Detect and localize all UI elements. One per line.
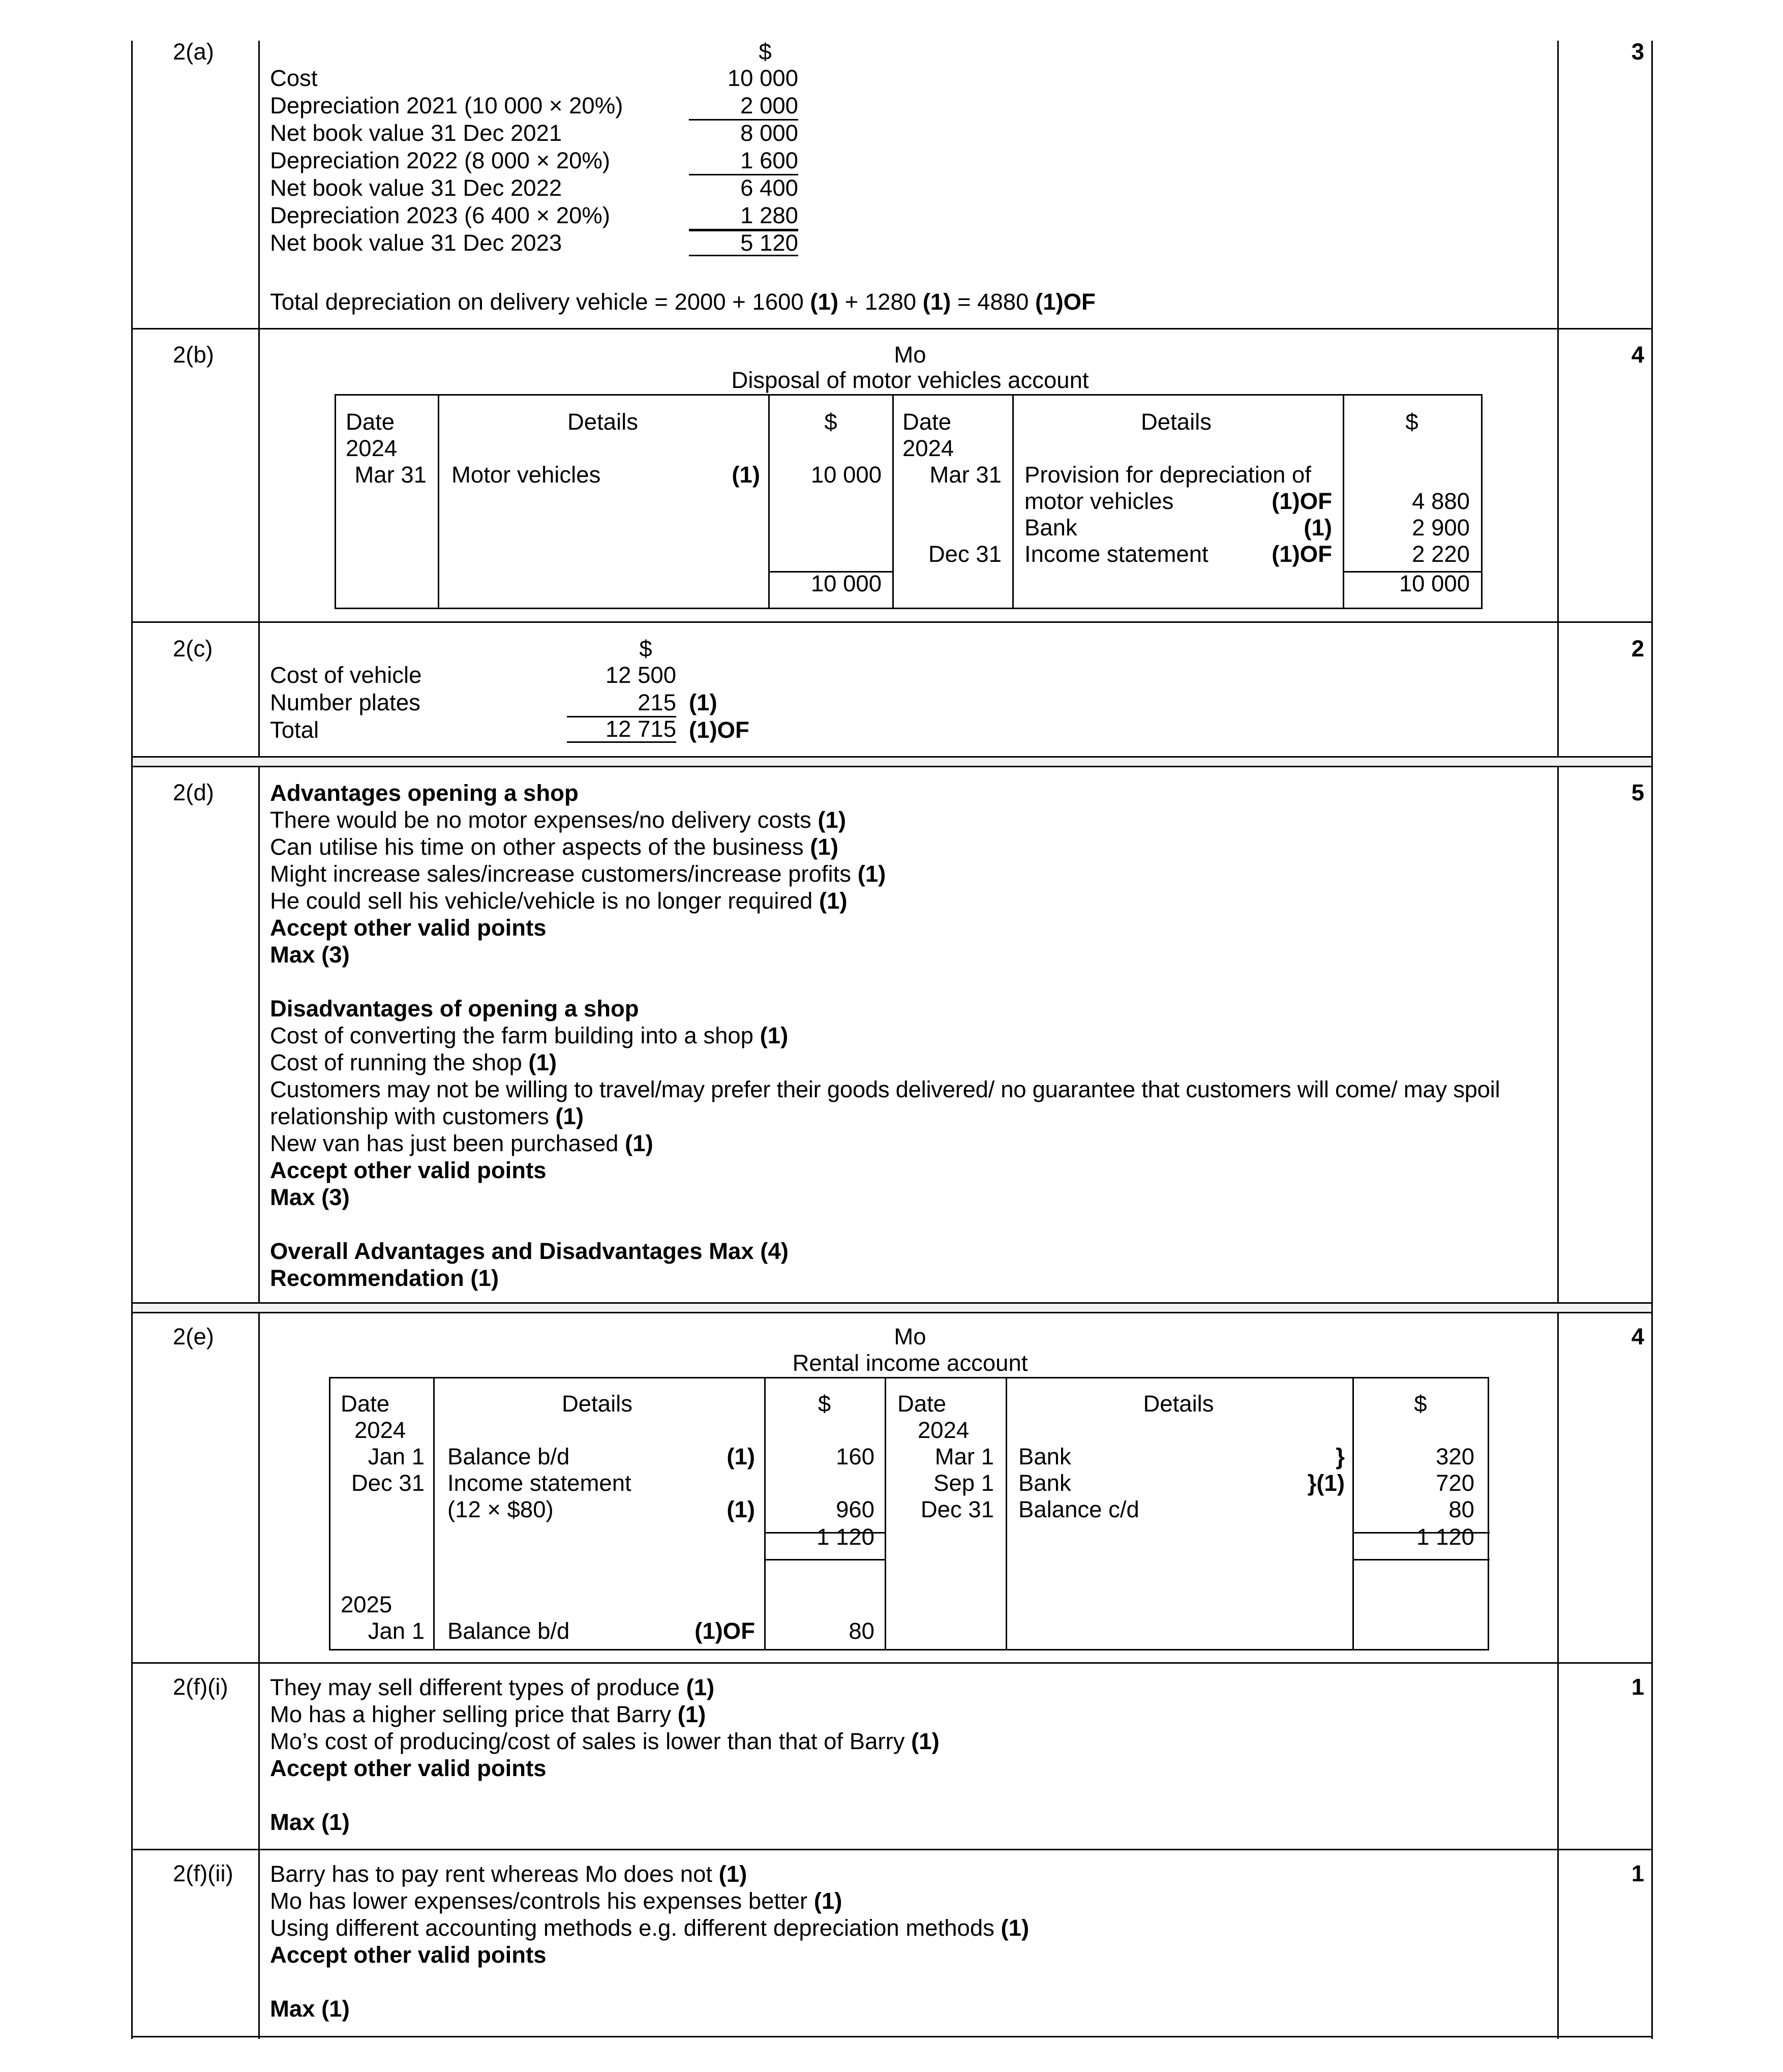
question-number: 2(e) xyxy=(173,1324,214,1349)
entry-mark: (1)OF xyxy=(1272,541,1332,567)
col-divider-left xyxy=(258,41,260,2039)
entry-amount: 720 xyxy=(1436,1470,1474,1496)
entry-date: Jan 1 xyxy=(368,1618,425,1644)
answer-point: New van has just been purchased (1) xyxy=(270,1130,653,1156)
question-number: 2(f)(ii) xyxy=(173,1860,233,1886)
row-label: Depreciation 2021 (10 000 × 20%) xyxy=(270,93,623,118)
entry-amount: 80 xyxy=(849,1618,874,1644)
row-divider xyxy=(131,756,1653,758)
advantages-heading: Advantages opening a shop xyxy=(270,780,579,806)
entry-details: Income statement xyxy=(1024,541,1208,567)
row-label: Total xyxy=(270,717,319,743)
account-title: Disposal of motor vehicles account xyxy=(731,367,1089,393)
header-date: Date xyxy=(902,409,952,435)
entry-amount: 2 900 xyxy=(1412,515,1470,540)
answer-point: Barry has to pay rent whereas Mo does not (1) xyxy=(270,1861,747,1887)
max-note: Max (1) xyxy=(270,1809,350,1835)
question-number: 2(f)(i) xyxy=(173,1674,228,1700)
entry-details: Balance b/d xyxy=(447,1444,570,1469)
entry-date: Sep 1 xyxy=(933,1470,994,1496)
row-divider xyxy=(131,1302,1653,1304)
row-label: Net book value 31 Dec 2021 xyxy=(270,120,562,146)
question-number: 2(b) xyxy=(173,342,214,368)
answer-point: Customers may not be willing to travel/may prefer their goods delivered/ no guarantee that customers will come/ may spoil xyxy=(270,1076,1500,1102)
question-number: 2(d) xyxy=(173,779,214,805)
accept-note: Accept other valid points xyxy=(270,1942,547,1968)
entry-mark: (1) xyxy=(727,1444,755,1469)
row-label: Net book value 31 Dec 2022 xyxy=(270,175,562,201)
entry-details: Bank xyxy=(1018,1444,1071,1469)
header-details: Details xyxy=(1143,1391,1214,1417)
header-date: Date xyxy=(346,409,395,435)
bottom-border xyxy=(131,2036,1653,2037)
question-number: 2(a) xyxy=(173,39,214,65)
entry-date: Dec 31 xyxy=(928,541,1002,567)
header-amount: $ xyxy=(1414,1391,1427,1417)
max-note: Max (1) xyxy=(270,1996,350,2022)
entry-mark: (1)OF xyxy=(1272,488,1332,514)
header-year: 2024 xyxy=(346,435,398,461)
marks-total: 4 xyxy=(1631,1324,1644,1349)
row-divider xyxy=(131,766,1653,767)
entry-mark: } xyxy=(1336,1444,1345,1469)
entry-date: Dec 31 xyxy=(920,1496,994,1522)
answer-point: There would be no motor expenses/no delivery costs (1) xyxy=(270,807,847,833)
marks-total: 2 xyxy=(1631,636,1644,662)
row-value: 12 500 xyxy=(605,662,676,688)
entry-date: Jan 1 xyxy=(368,1444,425,1469)
marks-total: 1 xyxy=(1631,1674,1644,1700)
row-value: 2 000 xyxy=(689,93,798,121)
row-value: 8 000 xyxy=(740,120,798,146)
credit-total: 10 000 xyxy=(1399,570,1470,596)
entry-amount: 10 000 xyxy=(810,462,882,488)
entry-details: motor vehicles xyxy=(1024,488,1174,514)
marks-total: 1 xyxy=(1631,1860,1644,1886)
debit-total: 10 000 xyxy=(810,570,882,596)
answer-point: They may sell different types of produce (1) xyxy=(270,1674,715,1700)
row-label: Net book value 31 Dec 2023 xyxy=(270,230,562,256)
entry-mark: (1)OF xyxy=(694,1618,755,1644)
row-value: 10 000 xyxy=(727,65,798,91)
entry-amount: 2 220 xyxy=(1412,541,1470,567)
answer-point: Can utilise his time on other aspects of the business (1) xyxy=(270,834,838,860)
header-details: Details xyxy=(567,409,639,435)
answer-point: Using different accounting methods e.g. different depreciation methods (1) xyxy=(270,1915,1030,1941)
debit-total: 1 120 xyxy=(817,1524,874,1550)
row-divider xyxy=(131,328,1653,329)
row-label: Cost xyxy=(270,65,318,91)
row-divider xyxy=(131,1849,1653,1850)
answer-point: He could sell his vehicle/vehicle is no longer required (1) xyxy=(270,888,848,914)
row-divider xyxy=(131,621,1653,623)
entry-details: Income statement xyxy=(447,1470,631,1496)
overall-note: Overall Advantages and Disadvantages Max (4) xyxy=(270,1238,789,1264)
entry-details: Bank xyxy=(1018,1470,1071,1496)
header-date: Date xyxy=(341,1391,390,1417)
entry-amount: 960 xyxy=(836,1496,874,1522)
row-value: 1 280 xyxy=(689,202,798,230)
row-value: 12 715 xyxy=(567,717,676,743)
col-divider-right xyxy=(1557,41,1559,2039)
entry-mark: (1) xyxy=(732,462,760,488)
entry-details: (12 × $80) xyxy=(447,1496,554,1522)
recommendation-note: Recommendation (1) xyxy=(270,1265,499,1291)
entry-mark: (1) xyxy=(1304,515,1332,540)
account-owner: Mo xyxy=(894,342,926,368)
entry-amount: 320 xyxy=(1436,1444,1474,1469)
advantages-disadvantages-answer xyxy=(270,779,1500,1292)
entry-details: Balance c/d xyxy=(1018,1496,1139,1522)
entry-amount: 4 880 xyxy=(1412,488,1470,514)
row-value: 215 xyxy=(567,689,676,717)
header-year: 2024 xyxy=(354,1417,406,1443)
account-title: Rental income account xyxy=(792,1350,1028,1376)
disadvantages-heading: Disadvantages of opening a shop xyxy=(270,996,639,1022)
row-divider xyxy=(131,1312,1653,1313)
marks-total: 3 xyxy=(1631,39,1644,65)
header-date: Date xyxy=(897,1391,947,1417)
entry-mark: (1) xyxy=(727,1496,755,1522)
accept-note: Accept other valid points xyxy=(270,915,547,941)
header-amount: $ xyxy=(1405,409,1418,435)
entry-details: Bank xyxy=(1024,515,1077,540)
row-value: 6 400 xyxy=(740,175,798,201)
answer-point: Mo has a higher selling price that Barry (1) xyxy=(270,1701,706,1727)
entry-details: Motor vehicles xyxy=(451,462,601,488)
row-mark: (1)OF xyxy=(689,717,749,743)
entry-date: Mar 31 xyxy=(929,462,1002,488)
accept-note: Accept other valid points xyxy=(270,1755,547,1781)
question-number: 2(c) xyxy=(173,636,213,662)
row-label: Number plates xyxy=(270,689,420,715)
entry-amount: 80 xyxy=(1448,1496,1474,1522)
header-year: 2024 xyxy=(918,1417,970,1443)
row-value: 5 120 xyxy=(689,230,798,256)
left-border xyxy=(131,41,133,2039)
entry-date: Mar 31 xyxy=(354,462,427,488)
entry-year: 2025 xyxy=(341,1591,392,1617)
row-label: Depreciation 2022 (8 000 × 20%) xyxy=(270,147,611,173)
header-year: 2024 xyxy=(902,435,954,461)
answer-point: Mo has lower expenses/controls his expenses better (1) xyxy=(270,1888,842,1914)
expense-difference-answer xyxy=(270,1860,1029,2022)
header-amount: $ xyxy=(818,1391,831,1417)
marks-total: 4 xyxy=(1631,342,1644,368)
answer-point: Might increase sales/increase customers/increase profits (1) xyxy=(270,861,886,887)
right-border xyxy=(1651,41,1653,2039)
row-value: 1 600 xyxy=(689,147,798,175)
header-details: Details xyxy=(1140,409,1212,435)
entry-date: Dec 31 xyxy=(351,1470,425,1496)
row-label: Cost of vehicle xyxy=(270,662,422,688)
row-label: Depreciation 2023 (6 400 × 20%) xyxy=(270,202,611,228)
account-owner: Mo xyxy=(894,1324,926,1349)
entry-mark: }(1) xyxy=(1307,1470,1345,1496)
credit-total: 1 120 xyxy=(1416,1524,1474,1550)
row-mark: (1) xyxy=(689,689,717,715)
answer-point: relationship with customers (1) xyxy=(270,1103,584,1129)
entry-details: Balance b/d xyxy=(447,1618,570,1644)
answer-point: Cost of running the shop (1) xyxy=(270,1049,557,1075)
max-note: Max (3) xyxy=(270,1184,350,1210)
currency-header: $ xyxy=(759,39,772,65)
total-depreciation-line: Total depreciation on delivery vehicle = 2000 + 1600 (1) + 1280 (1) = 4880 (1)OF xyxy=(270,289,1096,315)
accept-note: Accept other valid points xyxy=(270,1157,547,1183)
answer-point: Mo’s cost of producing/cost of sales is lower than that of Barry (1) xyxy=(270,1728,940,1754)
entry-details: Provision for depreciation of xyxy=(1024,462,1311,488)
marks-total: 5 xyxy=(1631,779,1644,805)
answer-point: Cost of converting the farm building into a shop (1) xyxy=(270,1023,789,1048)
currency-header: $ xyxy=(639,636,652,662)
max-note: Max (3) xyxy=(270,942,350,968)
entry-amount: 160 xyxy=(836,1444,874,1469)
header-amount: $ xyxy=(824,409,837,435)
header-details: Details xyxy=(561,1391,633,1417)
row-divider xyxy=(131,1662,1653,1664)
profit-difference-answer xyxy=(270,1674,940,1836)
entry-date: Mar 1 xyxy=(934,1444,994,1469)
